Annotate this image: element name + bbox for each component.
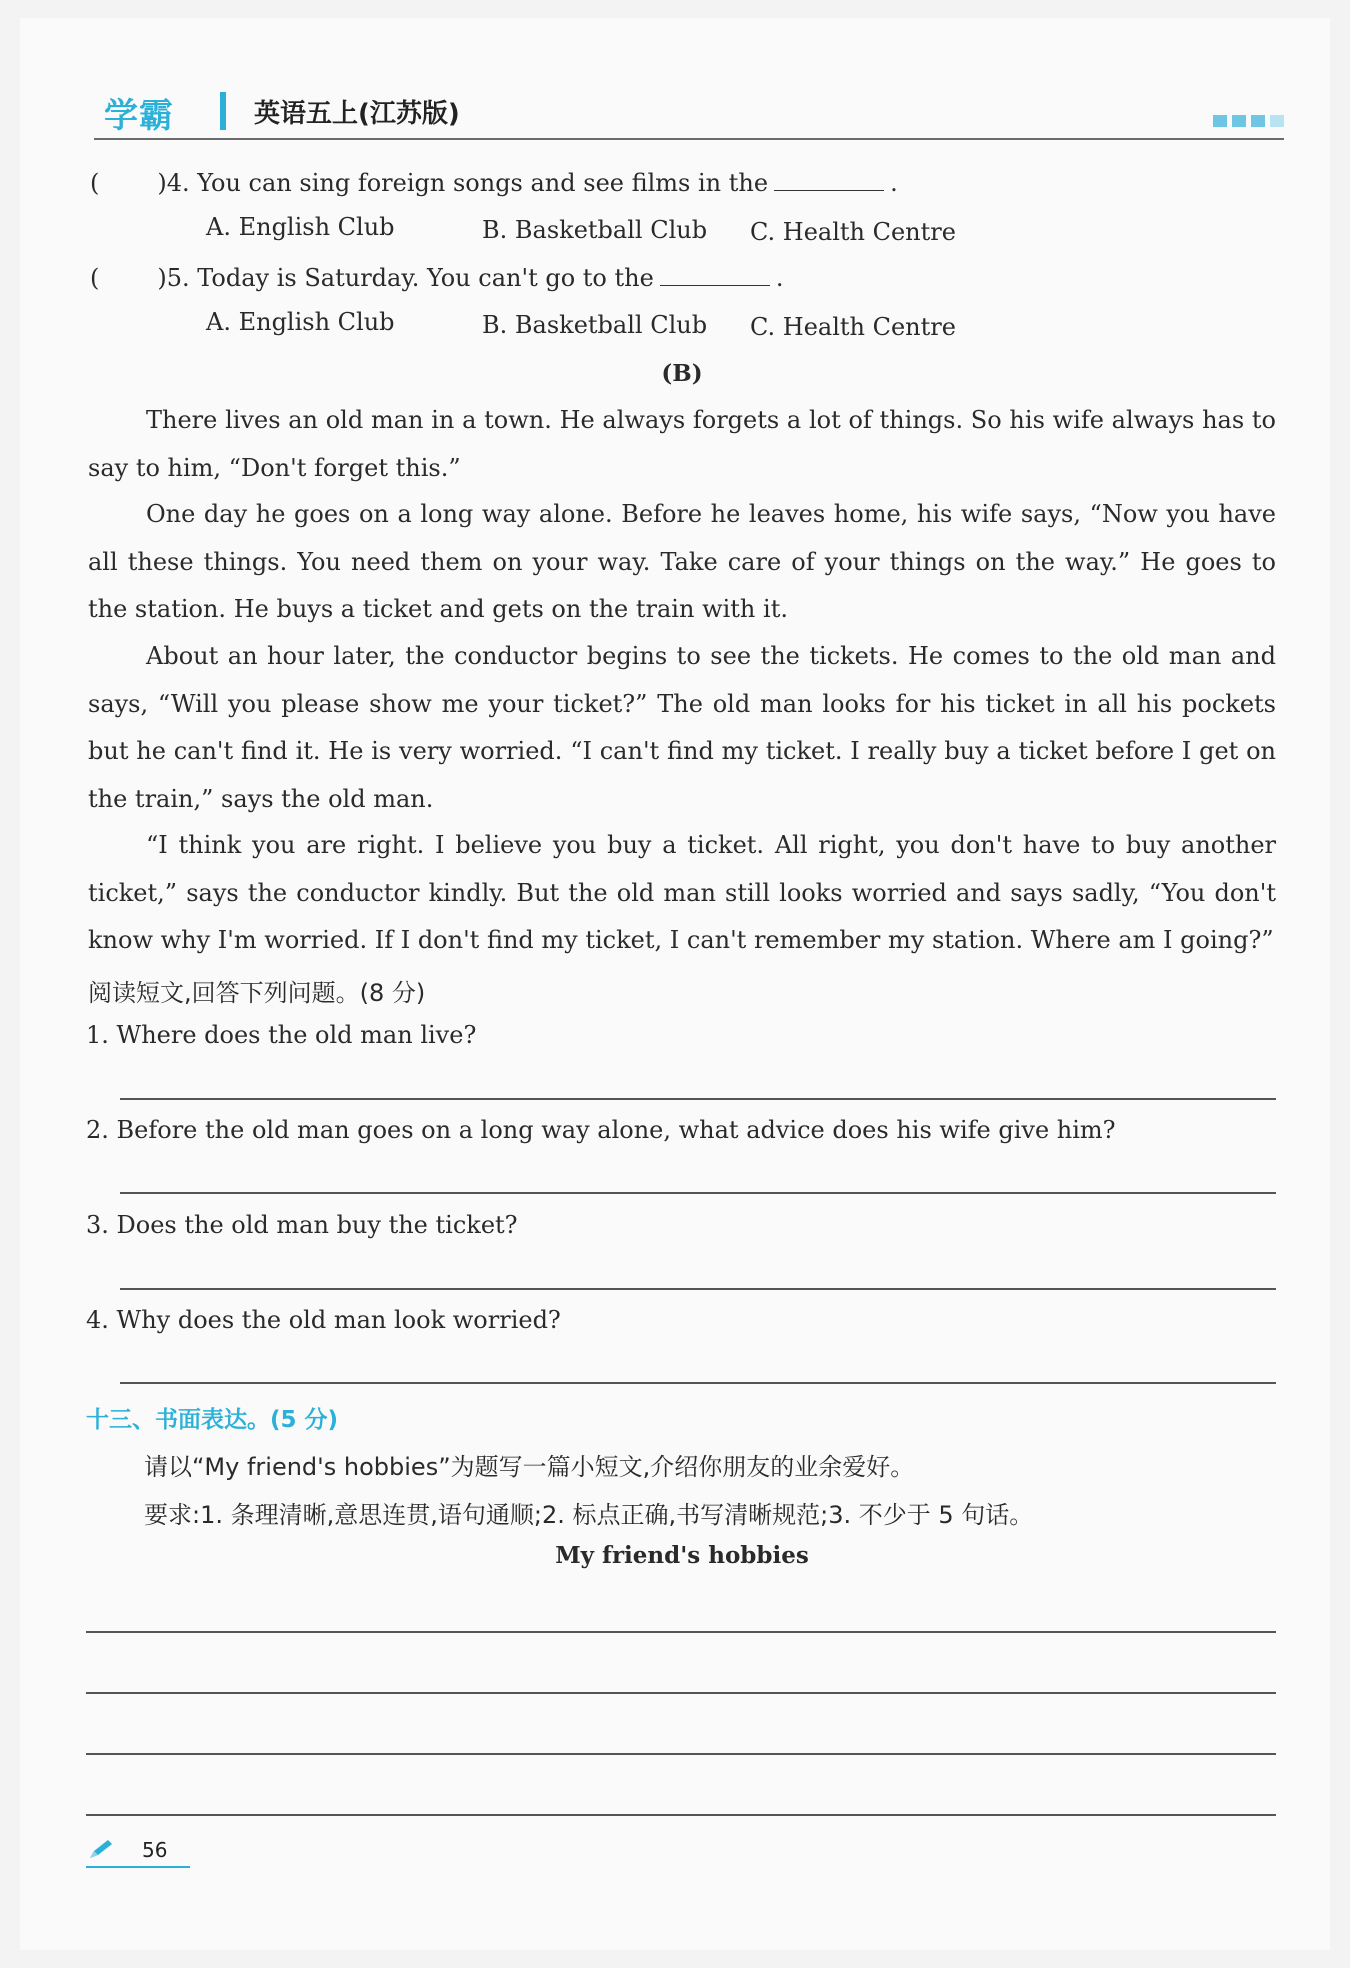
pencil-icon xyxy=(88,1838,114,1860)
book-title: 英语五上(江苏版) xyxy=(254,99,460,129)
question-3: 3. Does the old man buy the ticket? xyxy=(86,1211,518,1239)
writing-line[interactable] xyxy=(86,1814,1276,1816)
passage-paragraph: About an hour later, the conductor begins to see the tickets. He comes to the old man and says, “Will you please show me your ticket?” The old man looks for his ticket in all his pockets but he can't find it. He is very worried. “I can't find my ticket. I really buy a ticket before I get on the train,” says the old man. xyxy=(88,642,1276,813)
answer-line[interactable] xyxy=(120,1288,1276,1290)
passage-paragraph: One day he goes on a long way alone. Before he leaves home, his wife says, “Now you have all these things. You need them on your way. Take care of your things on the way.” He goes to the station. He buys a ticket and gets on the train with it. xyxy=(88,500,1276,623)
header-decoration xyxy=(1208,112,1284,131)
essay-title: My friend's hobbies xyxy=(555,1542,809,1569)
writing-prompt: 请以“My friend's hobbies”为题写一篇小短文,介绍你朋友的业余爱好。 xyxy=(144,1453,915,1481)
question-stem: )4. You can sing foreign songs and see films in the xyxy=(157,169,769,197)
page-number: 56 xyxy=(142,1838,168,1862)
option-c: C. Health Centre xyxy=(750,218,956,246)
logo-text: 学霸 xyxy=(104,96,174,136)
answer-paren: ( xyxy=(90,264,100,292)
passage-paragraph: There lives an old man in a town. He always forgets a lot of things. So his wife always has to say to him, “Don't forget this.” xyxy=(88,406,1276,482)
writing-line[interactable] xyxy=(86,1631,1276,1633)
writing-line[interactable] xyxy=(86,1692,1276,1694)
answer-line[interactable] xyxy=(120,1382,1276,1384)
question-stem: )5. Today is Saturday. You can't go to the xyxy=(157,264,654,292)
section-title: 十三、书面表达。(5 分) xyxy=(86,1407,339,1433)
part-b-label: (B) xyxy=(661,360,703,387)
question-4: ( )4. You can sing foreign songs and see films in the . xyxy=(90,169,898,197)
answer-blank[interactable] xyxy=(774,168,884,191)
option-a: A. English Club xyxy=(206,213,395,241)
answer-paren: ( xyxy=(90,169,100,197)
answer-line[interactable] xyxy=(120,1098,1276,1100)
footer-rule xyxy=(86,1866,190,1868)
option-b: B. Basketball Club xyxy=(482,216,708,244)
page-header xyxy=(62,62,1284,140)
option-c: C. Health Centre xyxy=(750,313,956,341)
instruction: 阅读短文,回答下列问题。(8 分) xyxy=(88,979,426,1007)
answer-blank[interactable] xyxy=(660,263,770,286)
option-a: A. English Club xyxy=(206,308,395,336)
logo xyxy=(88,80,238,140)
writing-requirements: 要求:1. 条理清晰,意思连贯,语句通顺;2. 标点正确,书写清晰规范;3. 不少于 5 句话。 xyxy=(144,1501,1034,1529)
writing-line[interactable] xyxy=(86,1753,1276,1755)
logo-divider xyxy=(220,92,226,130)
answer-line[interactable] xyxy=(120,1192,1276,1194)
question-5: ( )5. Today is Saturday. You can't go to the . xyxy=(90,264,784,292)
question-1: 1. Where does the old man live? xyxy=(86,1021,477,1049)
question-2: 2. Before the old man goes on a long way alone, what advice does his wife give him? xyxy=(86,1116,1116,1144)
question-4: 4. Why does the old man look worried? xyxy=(86,1306,561,1334)
option-b: B. Basketball Club xyxy=(482,311,708,339)
header-rule xyxy=(94,138,1284,140)
passage-paragraph: “I think you are right. I believe you buy a ticket. All right, you don't have to buy another ticket,” says the conductor kindly. But the old man still looks worried and says sadly, “You don't know why I'm worried. If I don't find my ticket, I can't remember my station. Where am I going?” xyxy=(88,831,1276,954)
